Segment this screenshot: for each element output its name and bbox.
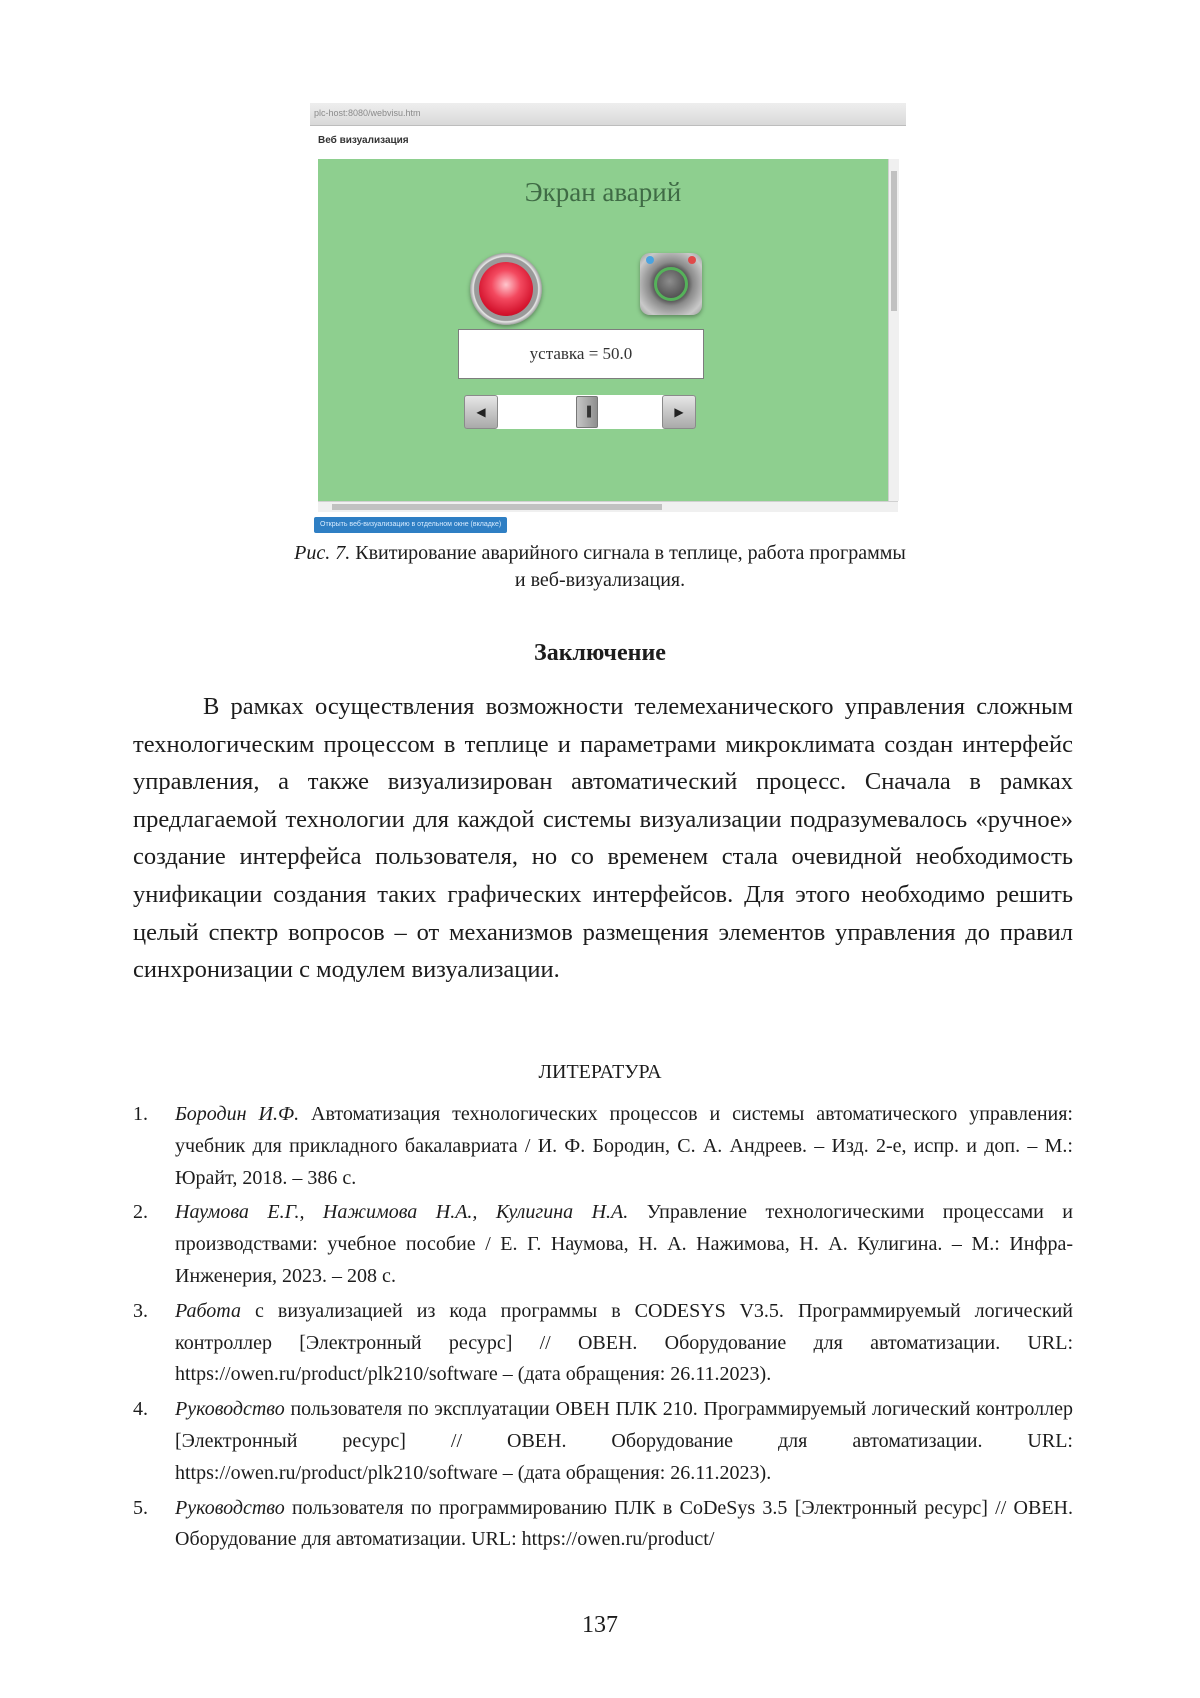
reference-item [133, 1394, 1073, 1489]
screen-title: Экран аварий [524, 177, 682, 207]
slider-left-button[interactable]: ◀ [464, 395, 498, 429]
address-text: plc-host:8080/webvisu.htm [314, 108, 421, 118]
reference-text: Управление технологическими процессами и производствами: учебное пособие / Е. Г. Наумова, Н. А. Нажимова, Н. А. Кулигина. – М.: Инфра-Инженерия, 2023. – 208 с. [175, 1201, 1073, 1287]
caption-prefix: Рис. 7. [294, 542, 351, 564]
setpoint-text: уставка = 50.0 [529, 344, 633, 363]
visualization-area [318, 159, 888, 501]
horizontal-scroll-thumb[interactable] [332, 504, 662, 510]
section-heading: Заключение [534, 640, 666, 666]
acknowledge-button[interactable] [640, 253, 702, 315]
page-number: 137 [582, 1612, 618, 1638]
reference-text: с визуализацией из кода программы в CODESYS V3.5. Программируемый логический контроллер [Электронный ресурс] // ОВЕН. Оборудование для автоматизации. URL: https://owen.ru/product/plk210/software – (дата обращения: 26.11.2023). [175, 1299, 1073, 1386]
open-in-new-window-button[interactable]: Открыть веб-визуализацию в отдельном окне (вкладке) [314, 517, 507, 533]
reference-item [133, 1099, 1073, 1194]
reference-author: Работа [175, 1299, 241, 1322]
alarm-lamp-icon [470, 253, 542, 325]
led-blue-icon [646, 256, 654, 264]
reference-item [133, 1493, 1073, 1557]
browser-address-bar[interactable] [310, 103, 906, 126]
reference-text: пользователя по программированию ПЛК в CoDeSys 3.5 [Электронный ресурс] // ОВЕН. Оборудование для автоматизации. URL: https://owen.ru/product/ [175, 1496, 1073, 1551]
setpoint-slider[interactable] [464, 395, 696, 429]
slider-right-button[interactable]: ▶ [662, 395, 696, 429]
caption-text: Квитирование аварийного сигнала в теплице, работа программы [355, 542, 906, 564]
reference-author: Бородин И.Ф. [175, 1103, 300, 1125]
reference-author: Руководство [175, 1496, 285, 1519]
reference-number: 1. [133, 1103, 148, 1125]
reference-item [133, 1197, 1073, 1292]
panel-label: Веб визуализация [318, 135, 409, 146]
reference-number: 2. [133, 1201, 148, 1224]
reference-text: Автоматизация технологических процессов и системы автоматического управления: учебник для прикладного бакалавриата / И. Ф. Бородин, С. А. Андреев. – Изд. 2-е, испр. и доп. – М.: Юрайт, 2018. – 386 с. [175, 1103, 1073, 1189]
setpoint-display [458, 329, 704, 379]
vertical-scrollbar[interactable] [888, 159, 899, 501]
reference-number: 5. [133, 1496, 148, 1519]
figure-caption [160, 540, 1040, 594]
literature-title: ЛИТЕРАТУРА [538, 1061, 662, 1083]
reference-number: 4. [133, 1398, 148, 1421]
horizontal-scrollbar[interactable] [318, 501, 898, 512]
led-red-icon [688, 256, 696, 264]
references-list [133, 1099, 1073, 1559]
reference-text: пользователя по эксплуатации ОВЕН ПЛК 210. Программируемый логический контроллер [Электронный ресурс] // ОВЕН. Оборудование для автоматизации. URL: https://owen.ru/product/plk210/software – (дата обращения: 26.11.2023). [175, 1398, 1073, 1484]
vertical-scroll-thumb[interactable] [891, 171, 897, 311]
slider-thumb[interactable]: ▐ [576, 396, 598, 428]
conclusion-paragraph: В рамках осуществления возможности телемеханического управления сложным технологическим процессом в теплице и параметрами микроклимата создан интерфейс управления, а также визуализирован автоматический процесс. Сначала в рамках предлагаемой технологии для каждой системы визуализации подразумевалось «ручное» создание интерфейса пользователя, но со временем стала очевидной необходимость унификации создания таких графических интерфейсов. Для этого необходимо решить целый спектр вопросов – от механизмов размещения элементов управления до правил синхронизации с модулем визуализации. [133, 693, 1073, 984]
reference-item [133, 1296, 1073, 1391]
reference-number: 3. [133, 1299, 148, 1322]
reference-author: Наумова Е.Г., Нажимова Н.А., Кулигина Н.А. [175, 1201, 629, 1224]
button-core-icon [654, 267, 688, 301]
figure-screenshot [310, 103, 906, 533]
caption-text-line2: и веб-визуализация. [514, 569, 686, 591]
reference-author: Руководство [175, 1398, 285, 1421]
